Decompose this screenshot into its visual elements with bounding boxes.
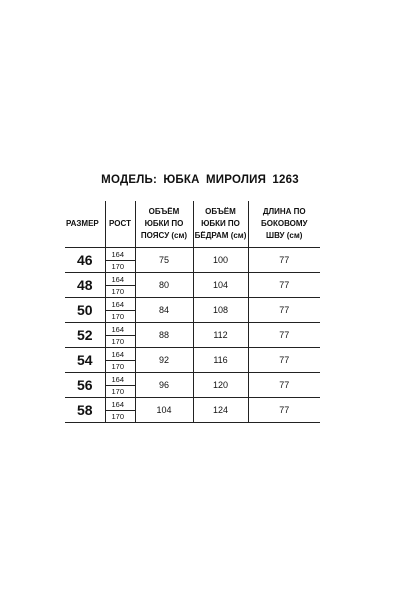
header-height: РОСТ <box>105 201 135 248</box>
hips-cell: 112 <box>193 323 248 348</box>
height-value: 164 <box>106 324 135 336</box>
header-length <box>248 201 320 248</box>
header-waist <box>135 201 193 248</box>
header-waist-line3: ПОЯСУ (см) <box>140 231 188 240</box>
size-cell: 56 <box>65 373 105 398</box>
height-value: 170 <box>111 361 125 371</box>
height-cell <box>105 298 135 323</box>
height-cell <box>105 323 135 348</box>
waist-cell: 96 <box>135 373 193 398</box>
hips-cell: 116 <box>193 348 248 373</box>
length-cell: 77 <box>248 348 320 373</box>
length-cell: 77 <box>248 298 320 323</box>
table-row <box>65 273 320 298</box>
height-value: 170 <box>111 411 125 421</box>
waist-cell: 104 <box>135 398 193 423</box>
height-value: 170 <box>111 261 125 271</box>
length-cell: 77 <box>248 398 320 423</box>
size-cell: 48 <box>65 273 105 298</box>
waist-cell: 88 <box>135 323 193 348</box>
size-table <box>65 201 320 423</box>
size-cell: 50 <box>65 298 105 323</box>
header-size: РАЗМЕР <box>65 201 105 248</box>
size-cell: 52 <box>65 323 105 348</box>
height-cell <box>105 273 135 298</box>
header-hips <box>193 201 248 248</box>
height-value: 170 <box>111 311 125 321</box>
size-cell: 58 <box>65 398 105 423</box>
header-hips-line2: ЮБКИ ПО <box>201 219 240 228</box>
height-value: 170 <box>111 336 125 346</box>
height-value: 170 <box>111 286 125 296</box>
waist-cell: 84 <box>135 298 193 323</box>
height-value: 164 <box>106 274 135 286</box>
hips-cell: 120 <box>193 373 248 398</box>
height-cell <box>105 373 135 398</box>
page-title: МОДЕЛЬ: ЮБКА МИРОЛИЯ 1263 <box>101 174 299 186</box>
header-waist-line2: ЮБКИ ПО <box>144 219 184 228</box>
length-cell: 77 <box>248 273 320 298</box>
header-waist-line1: ОБЪЁМ <box>148 207 180 216</box>
height-value: 164 <box>106 374 135 386</box>
hips-cell: 108 <box>193 298 248 323</box>
header-row <box>65 201 320 248</box>
height-cell <box>105 348 135 373</box>
length-cell: 77 <box>248 373 320 398</box>
hips-cell: 124 <box>193 398 248 423</box>
length-cell: 77 <box>248 323 320 348</box>
size-cell: 46 <box>65 248 105 273</box>
waist-cell: 80 <box>135 273 193 298</box>
table-row <box>65 298 320 323</box>
height-value: 164 <box>106 399 135 411</box>
header-length-line3: ШВУ (см) <box>266 231 303 240</box>
table-row <box>65 373 320 398</box>
table-row <box>65 398 320 423</box>
hips-cell: 104 <box>193 273 248 298</box>
header-length-line1: ДЛИНА ПО <box>262 207 306 216</box>
header-length-line2: БОКОВОМУ <box>260 219 308 228</box>
waist-cell: 92 <box>135 348 193 373</box>
height-value: 170 <box>111 386 125 396</box>
table-row <box>65 323 320 348</box>
table-row <box>65 348 320 373</box>
height-value: 164 <box>106 299 135 311</box>
header-hips-line3: БЁДРАМ (см) <box>194 231 247 240</box>
height-cell <box>105 398 135 423</box>
height-value: 164 <box>106 249 135 261</box>
height-value: 164 <box>106 349 135 361</box>
waist-cell: 75 <box>135 248 193 273</box>
size-cell: 54 <box>65 348 105 373</box>
length-cell: 77 <box>248 248 320 273</box>
header-hips-line1: ОБЪЁМ <box>205 207 236 216</box>
height-cell <box>105 248 135 273</box>
table-row <box>65 248 320 273</box>
hips-cell: 100 <box>193 248 248 273</box>
